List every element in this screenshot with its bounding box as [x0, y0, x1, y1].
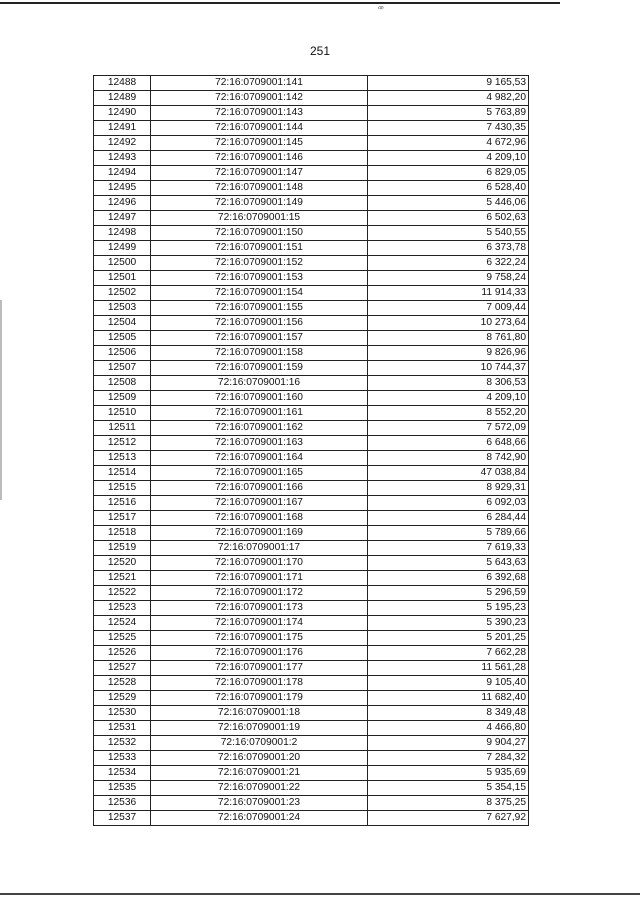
- row-number-cell: 12528: [94, 676, 151, 691]
- table-row: [94, 286, 529, 301]
- row-number-cell: 12513: [94, 451, 151, 466]
- row-number-cell: 12499: [94, 241, 151, 256]
- row-number-cell: 12511: [94, 421, 151, 436]
- area-value-cell: 7 284,32: [368, 751, 529, 766]
- table-row: [94, 181, 529, 196]
- table-row: [94, 511, 529, 526]
- area-value-cell: 7 619,33: [368, 541, 529, 556]
- row-number-cell: 12516: [94, 496, 151, 511]
- area-value-cell: 6 373,78: [368, 241, 529, 256]
- cadastral-number-cell: 72:16:0709001:168: [151, 511, 368, 526]
- row-number-cell: 12489: [94, 91, 151, 106]
- table-row: [94, 316, 529, 331]
- cadastral-number-cell: 72:16:0709001:162: [151, 421, 368, 436]
- table-row: [94, 346, 529, 361]
- cadastral-number-cell: 72:16:0709001:160: [151, 391, 368, 406]
- area-value-cell: 8 552,20: [368, 406, 529, 421]
- table-row: [94, 376, 529, 391]
- area-value-cell: 10 273,64: [368, 316, 529, 331]
- table-row: [94, 451, 529, 466]
- area-value-cell: 5 390,23: [368, 616, 529, 631]
- row-number-cell: 12524: [94, 616, 151, 631]
- area-value-cell: 11 682,40: [368, 691, 529, 706]
- cadastral-number-cell: 72:16:0709001:163: [151, 436, 368, 451]
- registry-table-body: [94, 76, 529, 826]
- cadastral-number-cell: 72:16:0709001:16: [151, 376, 368, 391]
- cadastral-number-cell: 72:16:0709001:148: [151, 181, 368, 196]
- cadastral-number-cell: 72:16:0709001:167: [151, 496, 368, 511]
- row-number-cell: 12530: [94, 706, 151, 721]
- cadastral-number-cell: 72:16:0709001:145: [151, 136, 368, 151]
- cadastral-number-cell: 72:16:0709001:178: [151, 676, 368, 691]
- cadastral-number-cell: 72:16:0709001:169: [151, 526, 368, 541]
- row-number-cell: 12531: [94, 721, 151, 736]
- area-value-cell: 6 092,03: [368, 496, 529, 511]
- table-row: [94, 91, 529, 106]
- row-number-cell: 12501: [94, 271, 151, 286]
- area-value-cell: 47 038,84: [368, 466, 529, 481]
- cadastral-number-cell: 72:16:0709001:156: [151, 316, 368, 331]
- row-number-cell: 12517: [94, 511, 151, 526]
- cadastral-number-cell: 72:16:0709001:24: [151, 811, 368, 826]
- area-value-cell: 5 354,15: [368, 781, 529, 796]
- table-row: [94, 556, 529, 571]
- scan-speck: ꟹ: [378, 4, 384, 14]
- area-value-cell: 8 761,80: [368, 331, 529, 346]
- area-value-cell: 6 392,68: [368, 571, 529, 586]
- area-value-cell: 5 789,66: [368, 526, 529, 541]
- cadastral-number-cell: 72:16:0709001:166: [151, 481, 368, 496]
- table-row: [94, 421, 529, 436]
- area-value-cell: 6 284,44: [368, 511, 529, 526]
- cadastral-number-cell: 72:16:0709001:155: [151, 301, 368, 316]
- cadastral-number-cell: 72:16:0709001:18: [151, 706, 368, 721]
- table-row: [94, 481, 529, 496]
- scan-edge-mark: [0, 300, 2, 500]
- cadastral-number-cell: 72:16:0709001:159: [151, 361, 368, 376]
- row-number-cell: 12529: [94, 691, 151, 706]
- cadastral-number-cell: 72:16:0709001:154: [151, 286, 368, 301]
- cadastral-number-cell: 72:16:0709001:144: [151, 121, 368, 136]
- area-value-cell: 7 430,35: [368, 121, 529, 136]
- area-value-cell: 10 744,37: [368, 361, 529, 376]
- area-value-cell: 6 528,40: [368, 181, 529, 196]
- table-row: [94, 721, 529, 736]
- row-number-cell: 12505: [94, 331, 151, 346]
- table-row: [94, 676, 529, 691]
- row-number-cell: 12493: [94, 151, 151, 166]
- area-value-cell: 4 982,20: [368, 91, 529, 106]
- cadastral-number-cell: 72:16:0709001:171: [151, 571, 368, 586]
- cadastral-number-cell: 72:16:0709001:158: [151, 346, 368, 361]
- cadastral-number-cell: 72:16:0709001:157: [151, 331, 368, 346]
- area-value-cell: 5 763,89: [368, 106, 529, 121]
- table-row: [94, 631, 529, 646]
- cadastral-number-cell: 72:16:0709001:177: [151, 661, 368, 676]
- table-row: [94, 706, 529, 721]
- bottom-rule: [0, 893, 640, 895]
- area-value-cell: 8 375,25: [368, 796, 529, 811]
- table-row: [94, 406, 529, 421]
- table-row: [94, 226, 529, 241]
- area-value-cell: 4 672,96: [368, 136, 529, 151]
- cadastral-number-cell: 72:16:0709001:161: [151, 406, 368, 421]
- row-number-cell: 12521: [94, 571, 151, 586]
- row-number-cell: 12488: [94, 76, 151, 91]
- table-row: [94, 196, 529, 211]
- row-number-cell: 12491: [94, 121, 151, 136]
- table-row: [94, 571, 529, 586]
- table-row: [94, 496, 529, 511]
- area-value-cell: 6 502,63: [368, 211, 529, 226]
- area-value-cell: 5 935,69: [368, 766, 529, 781]
- row-number-cell: 12533: [94, 751, 151, 766]
- table-row: [94, 766, 529, 781]
- row-number-cell: 12536: [94, 796, 151, 811]
- table-row: [94, 601, 529, 616]
- row-number-cell: 12515: [94, 481, 151, 496]
- table-row: [94, 391, 529, 406]
- table-row: [94, 331, 529, 346]
- area-value-cell: 8 742,90: [368, 451, 529, 466]
- row-number-cell: 12508: [94, 376, 151, 391]
- table-row: [94, 121, 529, 136]
- row-number-cell: 12490: [94, 106, 151, 121]
- row-number-cell: 12497: [94, 211, 151, 226]
- row-number-cell: 12492: [94, 136, 151, 151]
- area-value-cell: 5 540,55: [368, 226, 529, 241]
- cadastral-number-cell: 72:16:0709001:22: [151, 781, 368, 796]
- area-value-cell: 9 826,96: [368, 346, 529, 361]
- cadastral-number-cell: 72:16:0709001:165: [151, 466, 368, 481]
- table-row: [94, 466, 529, 481]
- area-value-cell: 11 914,33: [368, 286, 529, 301]
- table-row: [94, 361, 529, 376]
- table-row: [94, 661, 529, 676]
- row-number-cell: 12518: [94, 526, 151, 541]
- table-row: [94, 271, 529, 286]
- row-number-cell: 12504: [94, 316, 151, 331]
- row-number-cell: 12494: [94, 166, 151, 181]
- table-row: [94, 256, 529, 271]
- cadastral-number-cell: 72:16:0709001:17: [151, 541, 368, 556]
- cadastral-number-cell: 72:16:0709001:146: [151, 151, 368, 166]
- area-value-cell: 6 648,66: [368, 436, 529, 451]
- table-row: [94, 526, 529, 541]
- row-number-cell: 12495: [94, 181, 151, 196]
- area-value-cell: 8 306,53: [368, 376, 529, 391]
- cadastral-number-cell: 72:16:0709001:153: [151, 271, 368, 286]
- table-row: [94, 301, 529, 316]
- area-value-cell: 8 929,31: [368, 481, 529, 496]
- cadastral-number-cell: 72:16:0709001:172: [151, 586, 368, 601]
- cadastral-number-cell: 72:16:0709001:150: [151, 226, 368, 241]
- area-value-cell: 11 561,28: [368, 661, 529, 676]
- cadastral-number-cell: 72:16:0709001:141: [151, 76, 368, 91]
- cadastral-number-cell: 72:16:0709001:15: [151, 211, 368, 226]
- area-value-cell: 8 349,48: [368, 706, 529, 721]
- row-number-cell: 12526: [94, 646, 151, 661]
- row-number-cell: 12514: [94, 466, 151, 481]
- table-row: [94, 151, 529, 166]
- table-row: [94, 166, 529, 181]
- area-value-cell: 7 572,09: [368, 421, 529, 436]
- row-number-cell: 12522: [94, 586, 151, 601]
- area-value-cell: 5 296,59: [368, 586, 529, 601]
- area-value-cell: 4 209,10: [368, 151, 529, 166]
- row-number-cell: 12527: [94, 661, 151, 676]
- table-row: [94, 106, 529, 121]
- cadastral-number-cell: 72:16:0709001:179: [151, 691, 368, 706]
- cadastral-number-cell: 72:16:0709001:143: [151, 106, 368, 121]
- row-number-cell: 12523: [94, 601, 151, 616]
- row-number-cell: 12510: [94, 406, 151, 421]
- row-number-cell: 12537: [94, 811, 151, 826]
- table-row: [94, 646, 529, 661]
- cadastral-number-cell: 72:16:0709001:173: [151, 601, 368, 616]
- cadastral-number-cell: 72:16:0709001:20: [151, 751, 368, 766]
- cadastral-number-cell: 72:16:0709001:170: [151, 556, 368, 571]
- table-row: [94, 211, 529, 226]
- cadastral-number-cell: 72:16:0709001:149: [151, 196, 368, 211]
- area-value-cell: 5 446,06: [368, 196, 529, 211]
- cadastral-number-cell: 72:16:0709001:164: [151, 451, 368, 466]
- table-row: [94, 76, 529, 91]
- row-number-cell: 12503: [94, 301, 151, 316]
- table-row: [94, 241, 529, 256]
- cadastral-number-cell: 72:16:0709001:19: [151, 721, 368, 736]
- page-number: 251: [309, 44, 331, 58]
- row-number-cell: 12520: [94, 556, 151, 571]
- table-row: [94, 136, 529, 151]
- row-number-cell: 12535: [94, 781, 151, 796]
- area-value-cell: 5 643,63: [368, 556, 529, 571]
- cadastral-number-cell: 72:16:0709001:142: [151, 91, 368, 106]
- table-row: [94, 811, 529, 826]
- table-row: [94, 691, 529, 706]
- table-row: [94, 796, 529, 811]
- row-number-cell: 12525: [94, 631, 151, 646]
- area-value-cell: 6 829,05: [368, 166, 529, 181]
- top-rule: [0, 2, 560, 4]
- cadastral-number-cell: 72:16:0709001:2: [151, 736, 368, 751]
- row-number-cell: 12496: [94, 196, 151, 211]
- area-value-cell: 4 209,10: [368, 391, 529, 406]
- area-value-cell: 9 105,40: [368, 676, 529, 691]
- table-row: [94, 586, 529, 601]
- row-number-cell: 12532: [94, 736, 151, 751]
- area-value-cell: 9 165,53: [368, 76, 529, 91]
- row-number-cell: 12506: [94, 346, 151, 361]
- area-value-cell: 7 627,92: [368, 811, 529, 826]
- area-value-cell: 5 195,23: [368, 601, 529, 616]
- area-value-cell: 9 904,27: [368, 736, 529, 751]
- cadastral-number-cell: 72:16:0709001:147: [151, 166, 368, 181]
- row-number-cell: 12509: [94, 391, 151, 406]
- table-row: [94, 541, 529, 556]
- row-number-cell: 12534: [94, 766, 151, 781]
- cadastral-number-cell: 72:16:0709001:151: [151, 241, 368, 256]
- registry-table: [93, 75, 529, 826]
- table-row: [94, 736, 529, 751]
- table-row: [94, 436, 529, 451]
- area-value-cell: 5 201,25: [368, 631, 529, 646]
- row-number-cell: 12507: [94, 361, 151, 376]
- row-number-cell: 12512: [94, 436, 151, 451]
- table-row: [94, 781, 529, 796]
- row-number-cell: 12500: [94, 256, 151, 271]
- cadastral-number-cell: 72:16:0709001:176: [151, 646, 368, 661]
- table-row: [94, 616, 529, 631]
- table-row: [94, 751, 529, 766]
- cadastral-number-cell: 72:16:0709001:23: [151, 796, 368, 811]
- area-value-cell: 4 466,80: [368, 721, 529, 736]
- row-number-cell: 12498: [94, 226, 151, 241]
- cadastral-number-cell: 72:16:0709001:175: [151, 631, 368, 646]
- cadastral-number-cell: 72:16:0709001:21: [151, 766, 368, 781]
- cadastral-number-cell: 72:16:0709001:152: [151, 256, 368, 271]
- area-value-cell: 7 662,28: [368, 646, 529, 661]
- area-value-cell: 7 009,44: [368, 301, 529, 316]
- row-number-cell: 12502: [94, 286, 151, 301]
- area-value-cell: 9 758,24: [368, 271, 529, 286]
- area-value-cell: 6 322,24: [368, 256, 529, 271]
- cadastral-number-cell: 72:16:0709001:174: [151, 616, 368, 631]
- row-number-cell: 12519: [94, 541, 151, 556]
